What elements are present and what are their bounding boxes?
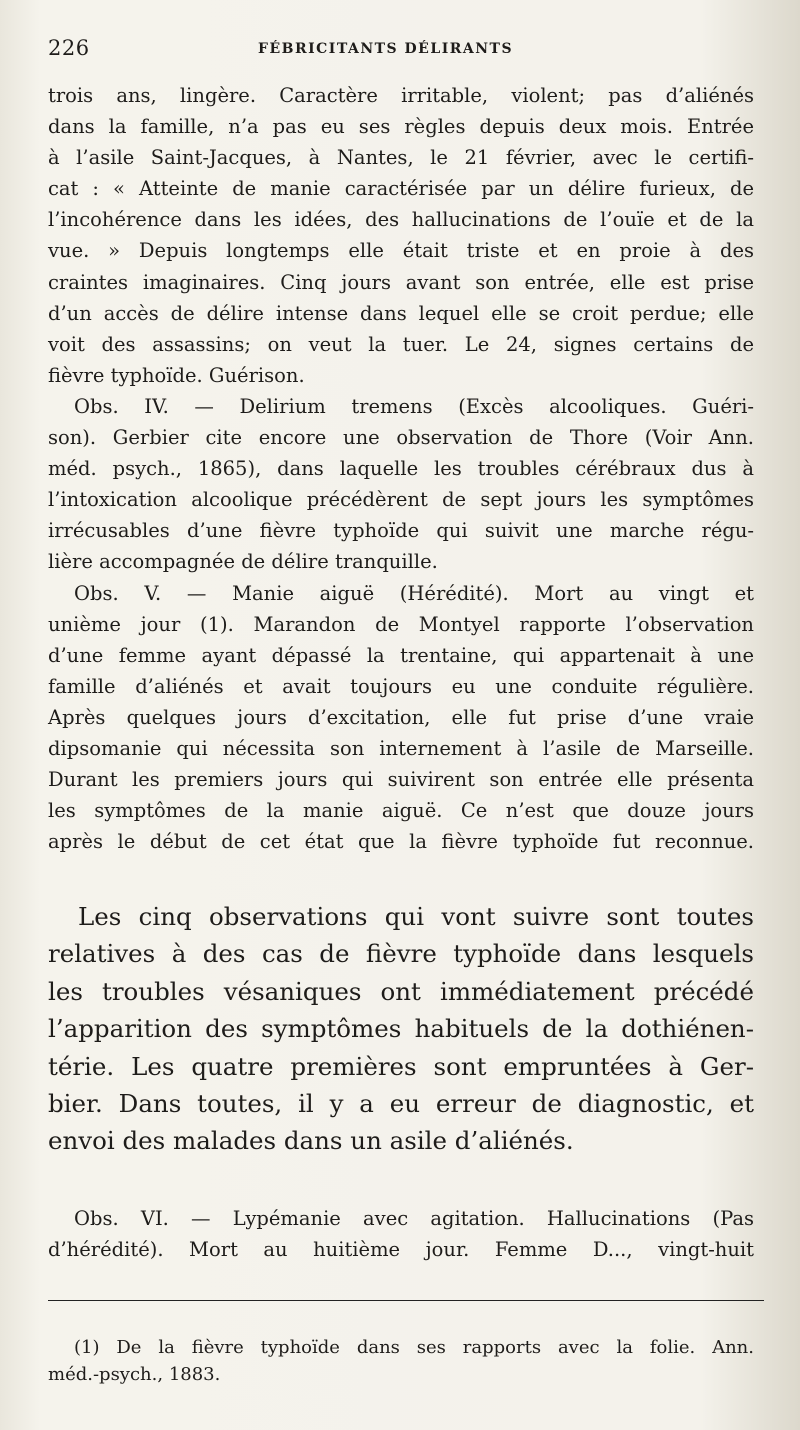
text-line: les troubles vésaniques ont immédiatement précédé	[48, 976, 754, 1006]
footnote-line: (1) De la fièvre typhoïde dans ses rapports avec la folie. Ann.	[74, 1337, 754, 1358]
main-text-block	[48, 898, 754, 1160]
footnote	[48, 1334, 754, 1388]
text-line: dans la famille, n’a pas eu ses règles depuis deux mois. Entrée	[48, 115, 754, 139]
obs6-text-block	[48, 1203, 754, 1265]
text-line: après le début de cet état que la fièvre typhoïde fut reconnue.	[48, 830, 754, 854]
footnote-line: méd.-psych., 1883.	[48, 1364, 221, 1385]
text-line: relatives à des cas de fièvre typhoïde dans lesquels	[48, 939, 754, 969]
text-line: irrécusables d’une fièvre typhoïde qui suivit une marche régu-	[48, 519, 754, 543]
text-line: voit des assassins; on veut la tuer. Le 24, signes certains de	[48, 332, 754, 356]
text-line: vue. » Depuis longtemps elle était triste et en proie à des	[48, 239, 754, 263]
text-line: envoi des malades dans un asile d’aliénés.	[48, 1126, 574, 1156]
page-header	[48, 36, 752, 66]
text-line: cat : « Atteinte de manie caractérisée par un délire furieux, de	[48, 177, 754, 201]
obs4-heading-line: Obs. IV. — Delirium tremens (Excès alcooliques. Guéri-	[74, 394, 754, 418]
obs6-heading-line: Obs. VI. — Lypémanie avec agitation. Hallucinations (Pas	[74, 1207, 754, 1230]
text-line: à l’asile Saint-Jacques, à Nantes, le 21 février, avec le certifi-	[48, 146, 754, 170]
text-line: Durant les premiers jours qui suivirent son entrée elle présenta	[48, 768, 754, 792]
text-line: son). Gerbier cite encore une observation de Thore (Voir Ann.	[48, 426, 754, 450]
obs5-heading-line: Obs. V. — Manie aiguë (Hérédité). Mort au vingt et	[74, 581, 754, 605]
text-line: les symptômes de la manie aiguë. Ce n’est que douze jours	[48, 799, 754, 823]
text-line: famille d’aliénés et avait toujours eu une conduite régulière.	[48, 674, 754, 698]
footnote-rule	[48, 1300, 764, 1301]
text-line: d’un accès de délire intense dans lequel elle se croit perdue; elle	[48, 301, 754, 325]
text-line: trois ans, lingère. Caractère irritable, violent; pas d’aliénés	[48, 84, 754, 107]
text-line: fièvre typhoïde. Guérison.	[48, 363, 305, 387]
text-line: dipsomanie qui nécessita son internement à l’asile de Marseille.	[48, 736, 754, 760]
text-line: méd. psych., 1865), dans laquelle les troubles cérébraux dus à	[48, 457, 754, 481]
text-line: l’apparition des symptômes habituels de la dothiénen-	[48, 1014, 754, 1044]
text-line: lière accompagnée de délire tranquille.	[48, 550, 438, 574]
text-line: Les cinq observations qui vont suivre sont toutes	[78, 902, 754, 931]
running-head: FÉBRICITANTS DÉLIRANTS	[258, 41, 514, 57]
text-line: Après quelques jours d’excitation, elle fut prise d’une vraie	[48, 705, 754, 729]
text-line: l’intoxication alcoolique précédèrent de sept jours les symptômes	[48, 488, 754, 512]
text-line: bier. Dans toutes, il y a eu erreur de diagnostic, et	[48, 1089, 754, 1119]
text-line: d’hérédité). Mort au huitième jour. Femme D..., vingt-huit	[48, 1238, 754, 1262]
text-line: craintes imaginaires. Cinq jours avant son entrée, elle est prise	[48, 270, 754, 294]
text-line: l’incohérence dans les idées, des hallucinations de l’ouïe et de la	[48, 208, 754, 232]
top-text-block	[48, 80, 754, 857]
text-line: unième jour (1). Marandon de Montyel rapporte l’observation	[48, 612, 754, 636]
text-line: d’une femme ayant dépassé la trentaine, qui appartenait à une	[48, 643, 754, 667]
text-line: térie. Les quatre premières sont empruntées à Ger-	[48, 1051, 754, 1081]
page-number: 226	[48, 36, 90, 60]
